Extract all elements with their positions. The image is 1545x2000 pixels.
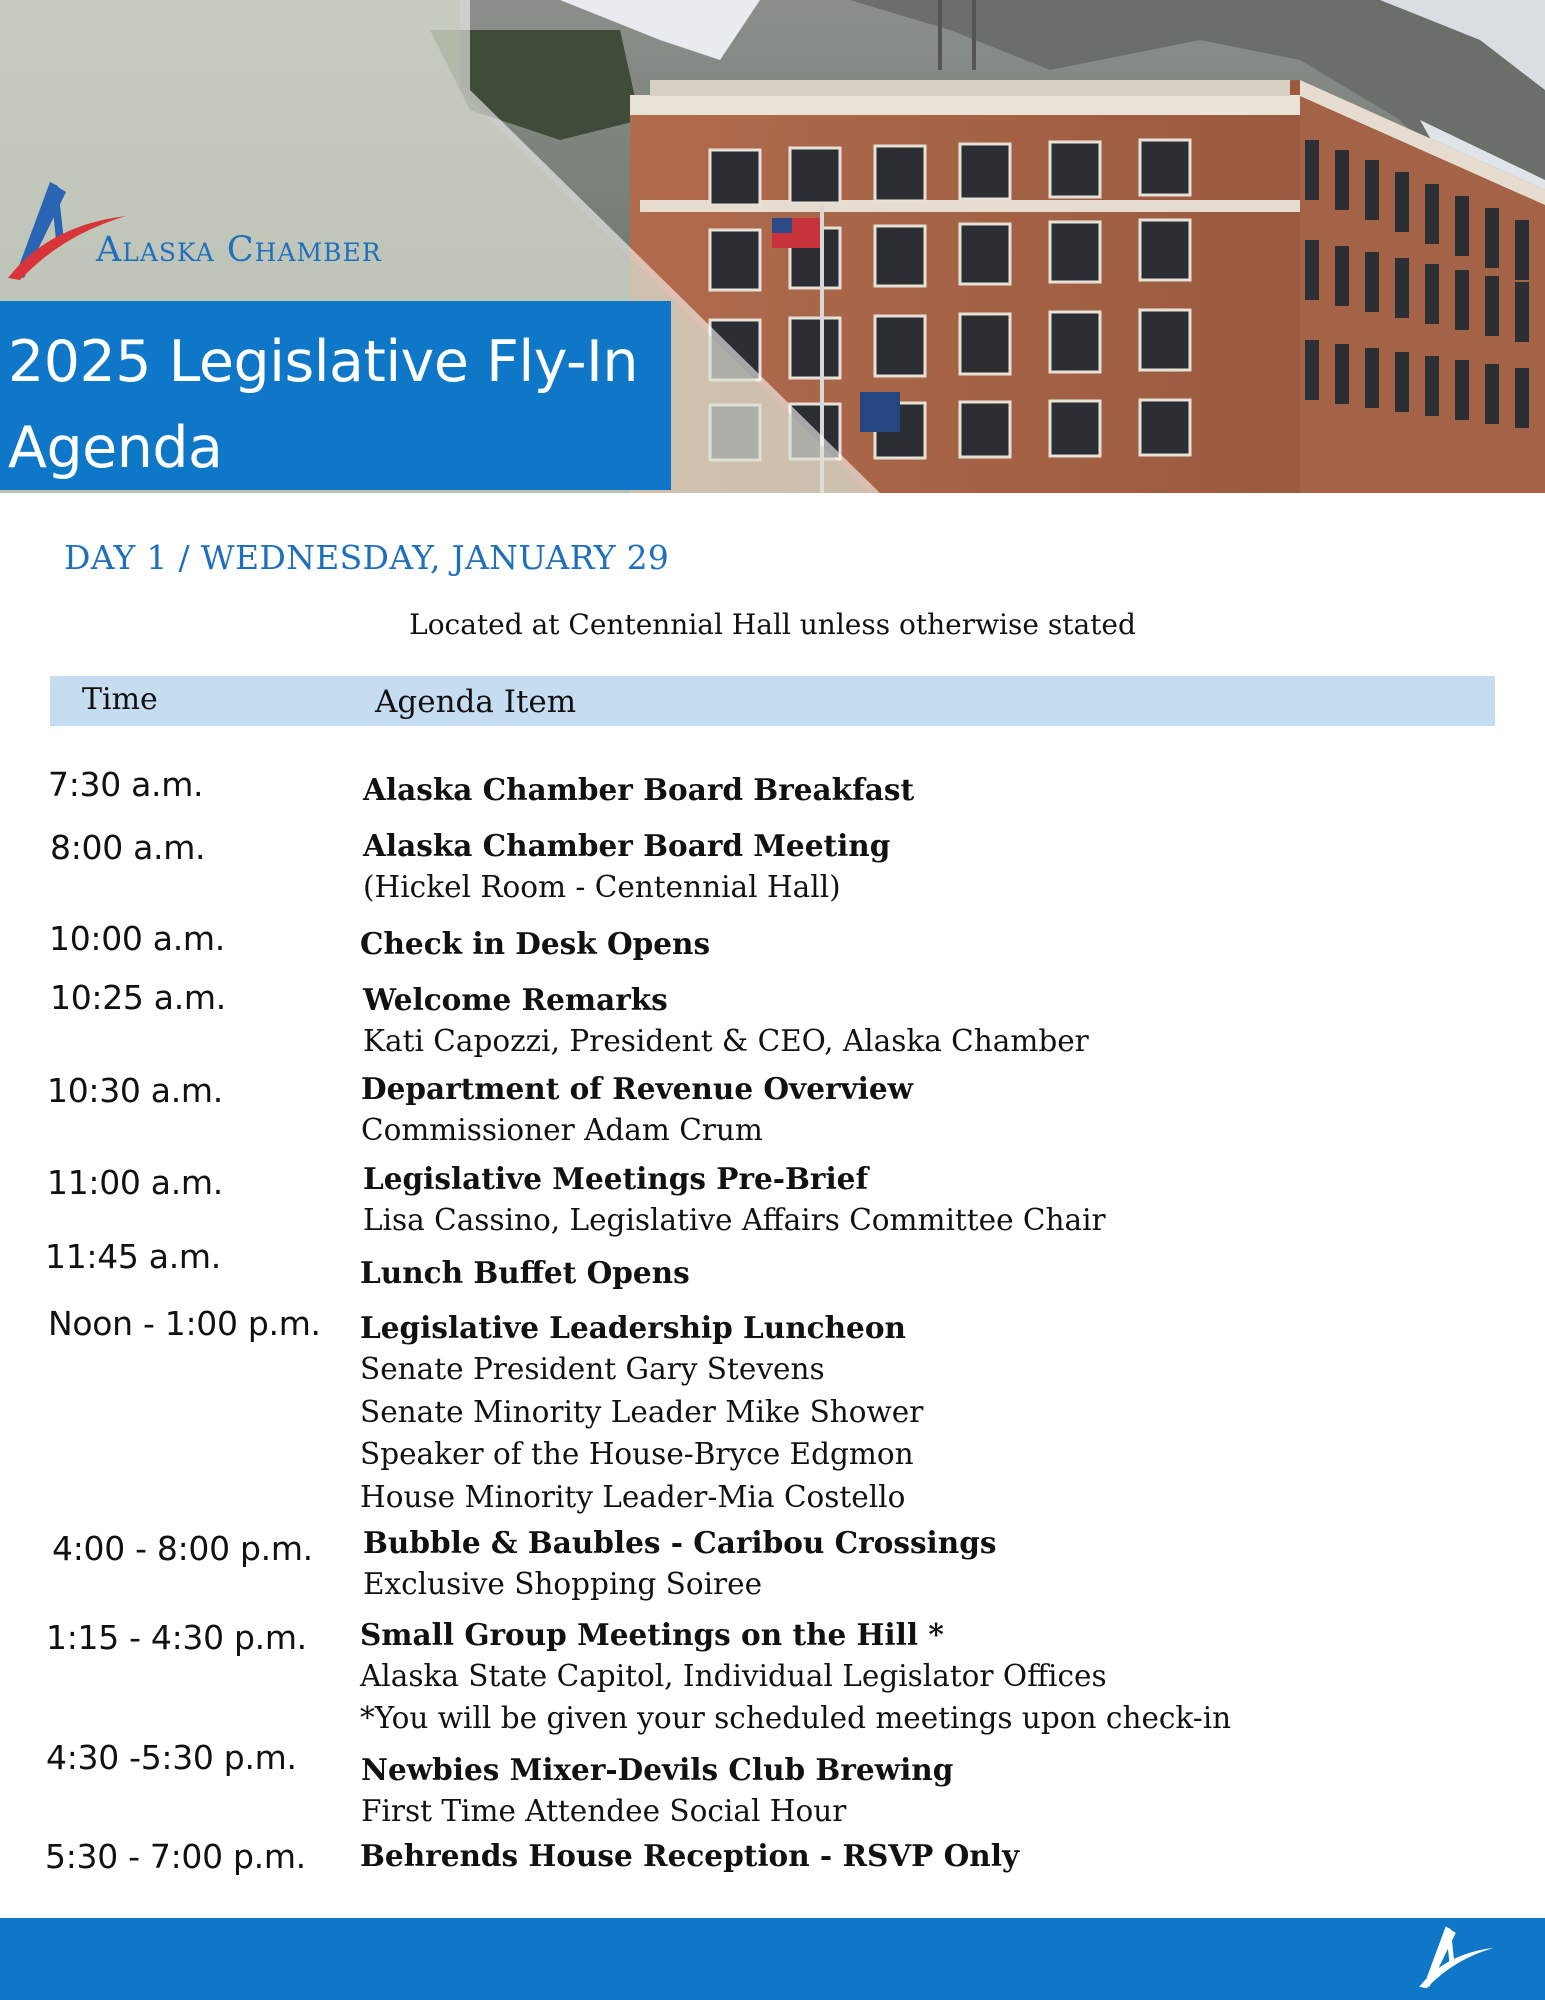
alaska-chamber-logo-icon <box>1418 1925 1496 1991</box>
agenda-time: 11:45 a.m. <box>45 1237 221 1276</box>
agenda-title: Lunch Buffet Opens <box>360 1255 690 1290</box>
agenda-time: 11:00 a.m. <box>47 1163 223 1202</box>
agenda-title: Department of Revenue Overview <box>361 1071 914 1106</box>
agenda-detail: Alaska State Capitol, Individual Legislator Offices <box>360 1659 1107 1693</box>
agenda-time: 10:25 a.m. <box>50 978 226 1017</box>
agenda-detail: Exclusive Shopping Soiree <box>363 1567 763 1601</box>
agenda-detail: Kati Capozzi, President & CEO, Alaska Chamber <box>363 1024 1089 1058</box>
agenda-table-header <box>50 676 1495 726</box>
agenda-time: 4:00 - 8:00 p.m. <box>52 1529 313 1568</box>
location-note: Located at Centennial Hall unless otherwise stated <box>409 608 1136 641</box>
agenda-time: 10:30 a.m. <box>47 1071 223 1110</box>
agenda-detail: Speaker of the House-Bryce Edgmon <box>360 1437 914 1471</box>
agenda-detail: House Minority Leader-Mia Costello <box>360 1480 906 1514</box>
agenda-title: Bubble & Baubles - Caribou Crossings <box>363 1525 997 1560</box>
agenda-title: Behrends House Reception - RSVP Only <box>360 1838 1020 1873</box>
agenda-time: 5:30 - 7:00 p.m. <box>45 1837 306 1876</box>
agenda-time: 1:15 - 4:30 p.m. <box>46 1618 307 1657</box>
agenda-detail: First Time Attendee Social Hour <box>361 1794 847 1828</box>
agenda-title: Check in Desk Opens <box>360 926 711 961</box>
day-heading: DAY 1 / WEDNESDAY, JANUARY 29 <box>64 538 670 577</box>
title-banner <box>0 301 671 490</box>
agenda-title: Alaska Chamber Board Breakfast <box>363 772 915 807</box>
agenda-detail: Commissioner Adam Crum <box>361 1113 763 1147</box>
agenda-time: 7:30 a.m. <box>48 765 204 804</box>
header-banner <box>0 0 1545 493</box>
agenda-detail: Lisa Cassino, Legislative Affairs Committee Chair <box>363 1203 1106 1237</box>
agenda-title: Newbies Mixer-Devils Club Brewing <box>361 1752 954 1787</box>
footer-bar <box>0 1918 1545 2000</box>
brand-name: Alaska Chamber <box>96 230 382 270</box>
agenda-detail: (Hickel Room - Centennial Hall) <box>363 870 841 904</box>
agenda-time: Noon - 1:00 p.m. <box>48 1304 321 1343</box>
agenda-time: 8:00 a.m. <box>50 828 206 867</box>
agenda-time: 4:30 -5:30 p.m. <box>46 1738 297 1777</box>
agenda-time: 10:00 a.m. <box>49 919 225 958</box>
agenda-detail: Senate President Gary Stevens <box>360 1352 825 1386</box>
page-title-line-2: Agenda <box>8 415 223 481</box>
agenda-title: Welcome Remarks <box>363 982 668 1017</box>
agenda-title: Legislative Leadership Luncheon <box>360 1310 906 1345</box>
page-title-line-1: 2025 Legislative Fly-In <box>8 329 638 395</box>
agenda-detail: Senate Minority Leader Mike Shower <box>360 1395 924 1429</box>
column-header-time: Time <box>82 682 158 717</box>
agenda-title: Legislative Meetings Pre-Brief <box>363 1161 869 1196</box>
agenda-title: Small Group Meetings on the Hill * <box>360 1617 944 1652</box>
agenda-detail: *You will be given your scheduled meetings upon check-in <box>360 1701 1232 1735</box>
agenda-title: Alaska Chamber Board Meeting <box>363 828 891 863</box>
column-header-agenda-item: Agenda Item <box>375 684 577 720</box>
